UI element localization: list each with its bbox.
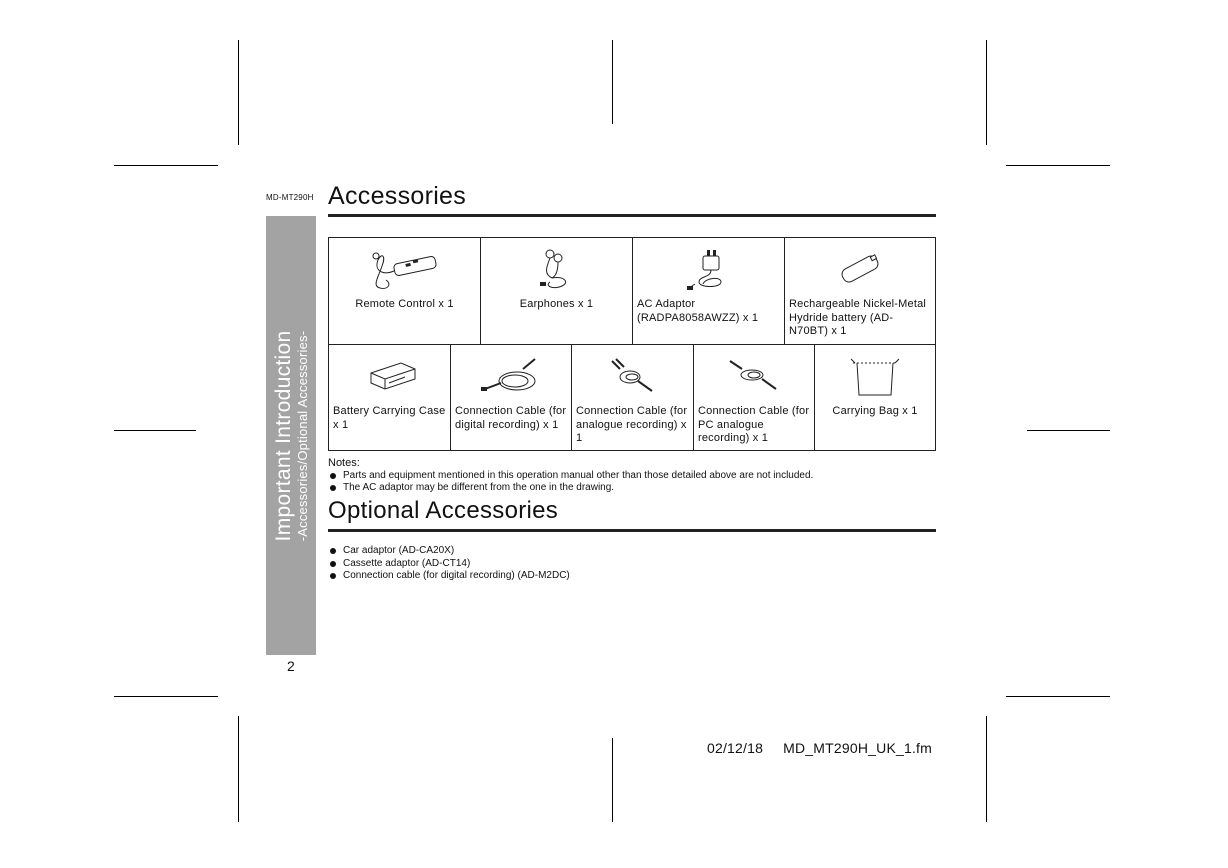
accessory-cell [450,344,572,451]
notes [328,457,813,495]
accessory-cell [571,344,694,451]
crop-mark [1006,165,1110,166]
crop-mark [114,696,218,697]
accessory-label: Earphones x 1 [519,298,594,310]
optional-title: Optional Accessories [328,497,559,524]
accessory-cell [480,237,633,345]
accessory-cell [328,237,481,345]
section-sidebar [266,216,316,655]
crop-mark [238,40,239,145]
crop-mark [612,738,613,822]
crop-mark [114,165,218,166]
footer-date: 02/12/18 [707,740,764,756]
optional-list [328,545,570,583]
accessory-cell [814,344,936,451]
accessory-label: Connection Cable (for PC analogue recording) x 1 [698,405,810,444]
crop-mark [114,430,196,431]
accessory-cell [784,237,936,345]
crop-mark [1006,696,1110,697]
print-footer [707,740,932,756]
crop-mark [986,716,987,822]
notes-heading: Notes: [328,457,360,469]
model-number: MD-MT290H [266,193,314,202]
optional-item: Connection cable (for digital recording) (AD-M2DC) [328,570,570,583]
sidebar-title: Important Introduction [272,330,295,542]
accessory-label: Connection Cable (for digital recording) x 1 [455,405,567,431]
accessory-label: Remote Control x 1 [355,298,454,310]
page-number: 2 [287,658,295,674]
optional-item: Cassette adaptor (AD-CT14) [328,558,570,571]
footer-filename: MD_MT290H_UK_1.fm [783,740,932,756]
optional-item: Car adaptor (AD-CA20X) [328,545,570,558]
accessory-label: Battery Carrying Case x 1 [333,405,446,431]
pc-cable-icon [726,355,782,395]
accessory-cell [328,344,451,451]
note-item: Parts and equipment mentioned in this operation manual other than those detailed above are not included. [328,470,813,483]
title-rule [328,214,936,217]
accessory-cell [632,237,785,345]
optional-rule [328,529,936,532]
ac-adaptor-icon [685,246,735,292]
analogue-cable-icon [606,355,658,395]
carrying-bag-icon [847,355,903,399]
crop-mark [1027,430,1110,431]
battery-case-icon [365,357,419,395]
digital-cable-icon [479,355,543,395]
earphones-icon [536,246,580,292]
sidebar-text [272,331,310,542]
sidebar-subtitle: -Accessories/Optional Accessories- [295,330,310,542]
accessory-cell [693,344,815,451]
note-item: The AC adaptor may be different from the one in the drawing. [328,482,813,495]
crop-mark [986,40,987,145]
accessory-label: Rechargeable Nickel-Metal Hydride battery (AD-N70BT) x 1 [789,298,927,337]
accessory-label: Connection Cable (for analogue recording) x 1 [576,405,688,444]
crop-mark [238,716,239,822]
accessory-label: AC Adaptor (RADPA8058AWZZ) x 1 [637,298,759,324]
remote-control-icon [364,246,442,292]
page-title: Accessories [328,182,467,210]
accessory-label: Carrying Bag x 1 [832,405,918,417]
battery-icon [835,252,885,288]
crop-mark [612,40,613,124]
